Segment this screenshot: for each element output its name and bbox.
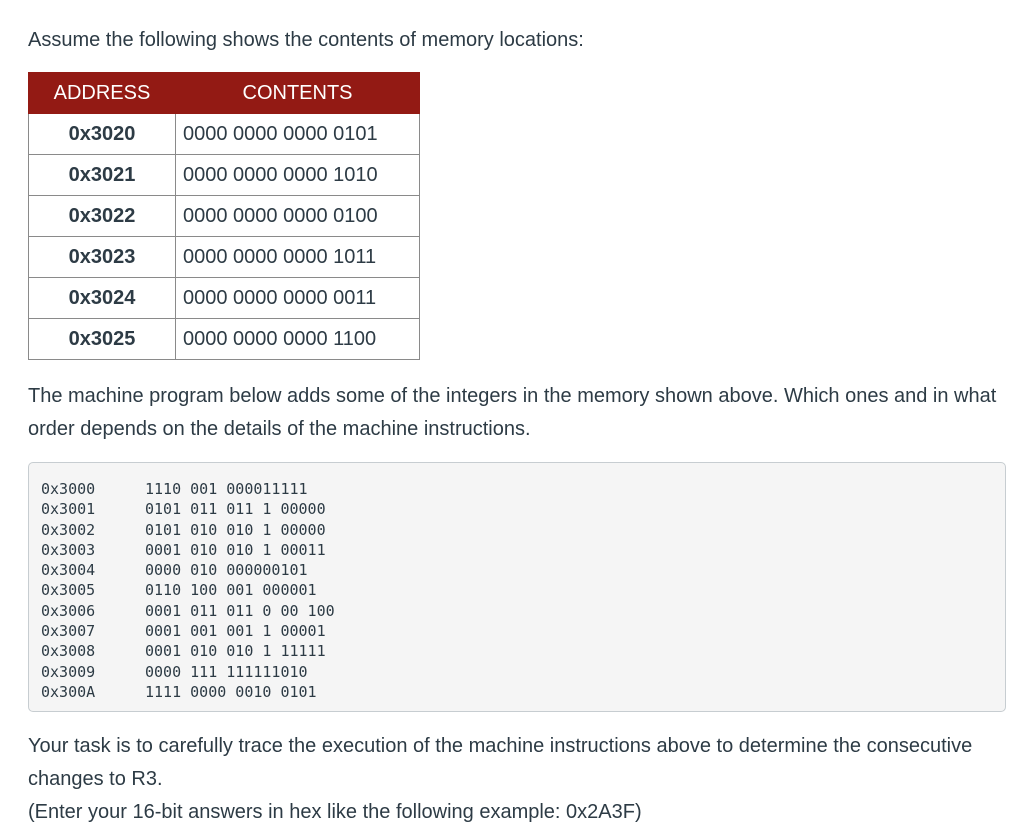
table-row bbox=[29, 237, 420, 278]
instruction-bits: 1111 0000 0010 0101 bbox=[145, 682, 317, 701]
instruction-address: 0x3001 bbox=[41, 500, 96, 519]
memory-contents-cell: 0000 0000 0000 0011 bbox=[176, 278, 420, 319]
code-line bbox=[41, 520, 1005, 540]
code-line bbox=[41, 499, 1005, 519]
table-row bbox=[29, 155, 420, 196]
contents-column-header: CONTENTS bbox=[176, 73, 420, 114]
instruction-bits: 0001 001 001 1 00001 bbox=[145, 622, 326, 641]
memory-address-cell: 0x3022 bbox=[29, 196, 176, 237]
memory-address-cell: 0x3024 bbox=[29, 278, 176, 319]
code-line bbox=[41, 662, 1005, 682]
instruction-bits: 1110 001 000011111 bbox=[145, 480, 308, 498]
table-row bbox=[29, 278, 420, 319]
program-code-block bbox=[28, 462, 1006, 712]
code-line bbox=[41, 682, 1005, 702]
task-instructions bbox=[28, 730, 998, 829]
instruction-address: 0x3004 bbox=[41, 561, 96, 580]
instruction-address: 0x3003 bbox=[41, 540, 96, 559]
instruction-address: 0x3007 bbox=[41, 622, 96, 641]
instruction-address: 0x300A bbox=[41, 682, 96, 701]
instruction-address: 0x3002 bbox=[41, 520, 96, 539]
instruction-bits: 0101 011 011 1 00000 bbox=[145, 500, 326, 519]
task-text: Your task is to carefully trace the execution of the machine instructions above to determine the consecutive changes to R3. bbox=[28, 735, 973, 790]
instruction-address: 0x3000 bbox=[41, 480, 96, 498]
memory-table-header-row bbox=[29, 73, 420, 114]
code-line bbox=[41, 621, 1005, 641]
instruction-bits: 0000 010 000000101 bbox=[145, 561, 308, 580]
instruction-bits: 0001 010 010 1 11111 bbox=[145, 642, 326, 661]
instruction-address: 0x3006 bbox=[41, 601, 96, 620]
instruction-bits: 0001 011 011 0 00 100 bbox=[145, 601, 335, 620]
instruction-bits: 0110 100 001 000001 bbox=[145, 581, 317, 600]
instruction-bits: 0101 010 010 1 00000 bbox=[145, 520, 326, 539]
code-line bbox=[41, 560, 1005, 580]
code-line bbox=[41, 479, 1005, 499]
instruction-address: 0x3005 bbox=[41, 581, 96, 600]
answer-format-hint: (Enter your 16-bit answers in hex like the following example: 0x2A3F) bbox=[28, 801, 642, 823]
table-row bbox=[29, 114, 420, 155]
memory-contents-cell: 0000 0000 0000 0100 bbox=[176, 196, 420, 237]
code-line bbox=[41, 580, 1005, 600]
memory-table bbox=[28, 72, 420, 360]
code-line bbox=[41, 601, 1005, 621]
instruction-address: 0x3008 bbox=[41, 642, 96, 661]
memory-address-cell: 0x3025 bbox=[29, 319, 176, 360]
table-row bbox=[29, 196, 420, 237]
intro-text: Assume the following shows the contents of memory locations: bbox=[28, 29, 584, 51]
instruction-bits: 0000 111 111111010 bbox=[145, 662, 308, 681]
memory-contents-cell: 0000 0000 0000 0101 bbox=[176, 114, 420, 155]
memory-address-cell: 0x3023 bbox=[29, 237, 176, 278]
memory-address-cell: 0x3021 bbox=[29, 155, 176, 196]
code-line bbox=[41, 641, 1005, 661]
program-description: The machine program below adds some of the integers in the memory shown above. Which ones and in what order depends on the details of the machine instructions. bbox=[28, 385, 997, 440]
instruction-bits: 0001 010 010 1 00011 bbox=[145, 540, 326, 559]
memory-contents-cell: 0000 0000 0000 1100 bbox=[176, 319, 420, 360]
code-line bbox=[41, 540, 1005, 560]
instruction-address: 0x3009 bbox=[41, 662, 96, 681]
memory-contents-cell: 0000 0000 0000 1010 bbox=[176, 155, 420, 196]
memory-contents-cell: 0000 0000 0000 1011 bbox=[176, 237, 420, 278]
memory-address-cell: 0x3020 bbox=[29, 114, 176, 155]
table-row bbox=[29, 319, 420, 360]
address-column-header: ADDRESS bbox=[29, 73, 176, 114]
